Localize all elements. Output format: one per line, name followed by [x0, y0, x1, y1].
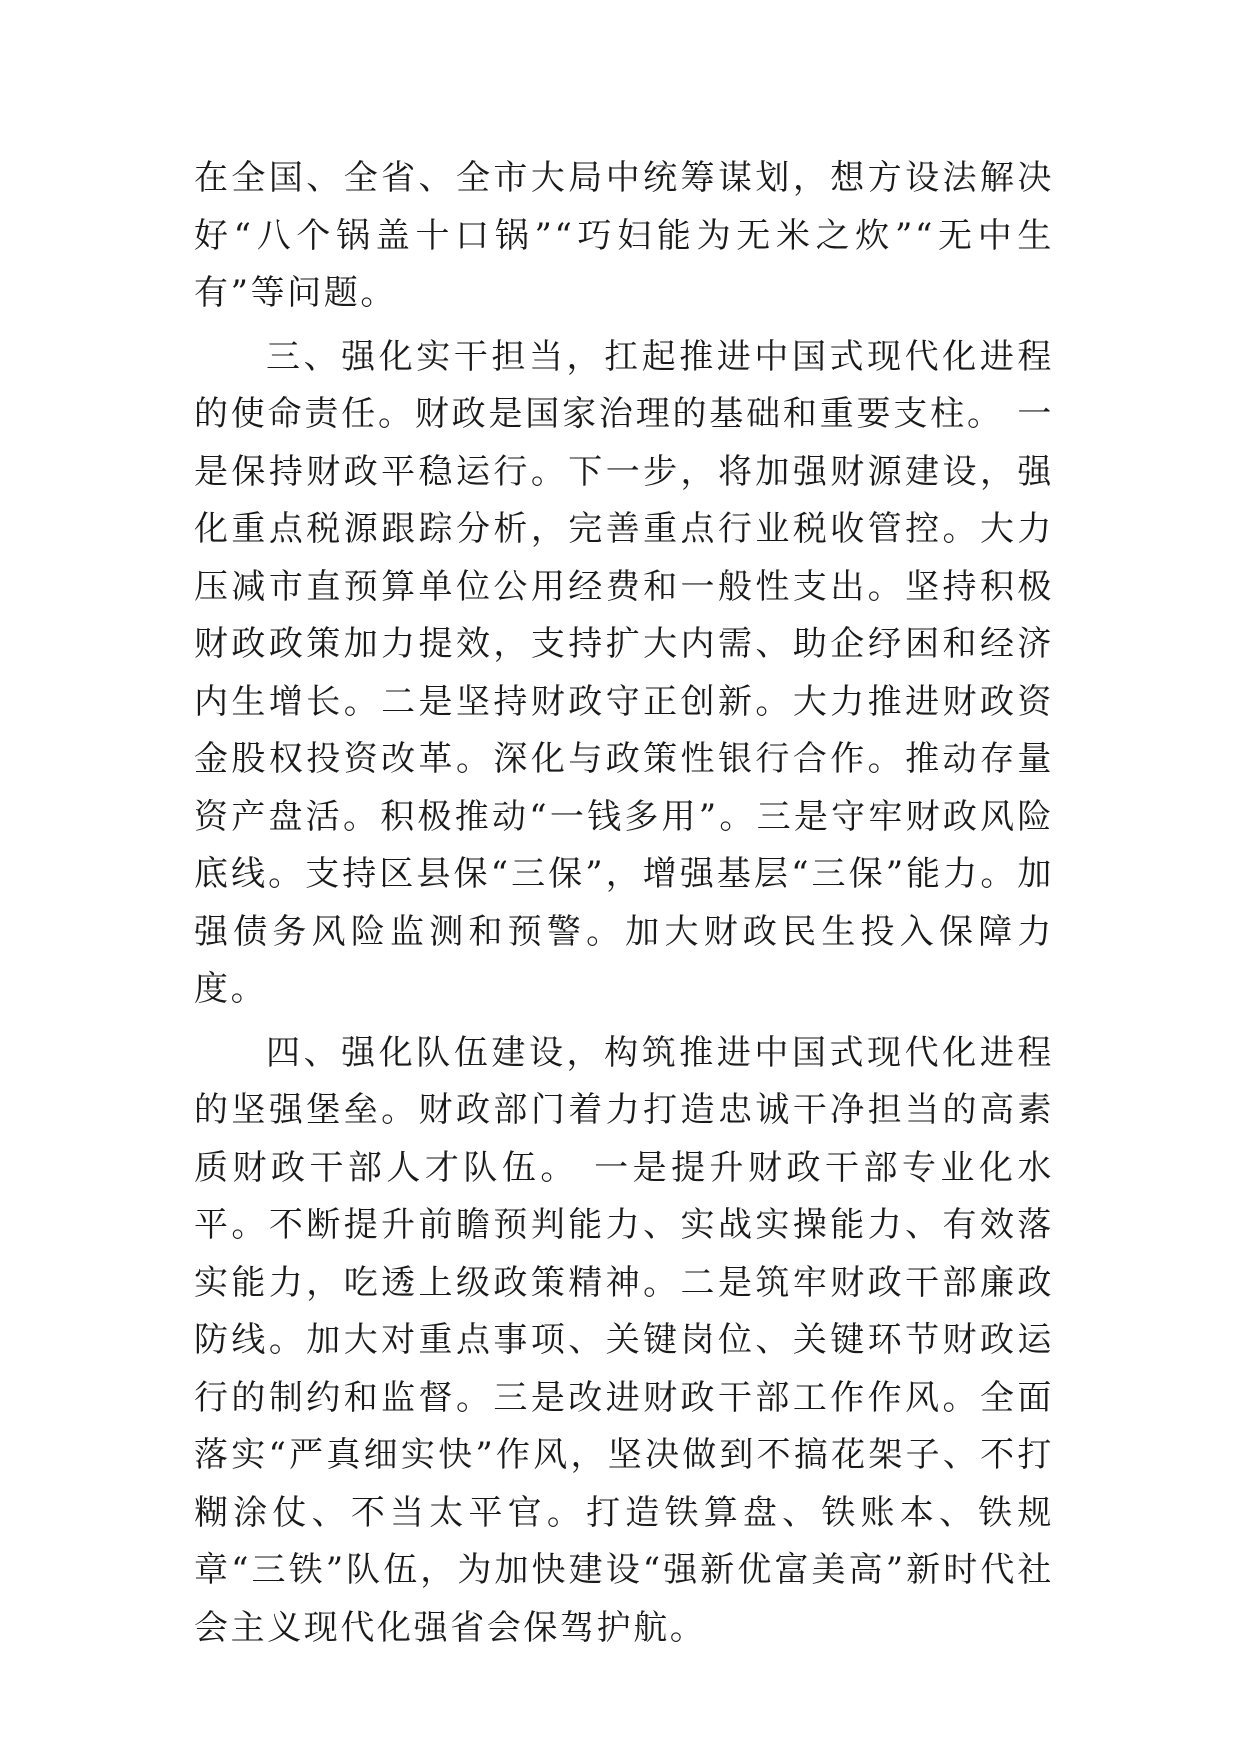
paragraph-continuation: 在全国、全省、全市大局中统筹谋划，想方设法解决好“八个锅盖十口锅”“巧妇能为无米之炊”“无中生有”等问题。 [194, 158, 1054, 313]
paragraph-section-four: 四、强化队伍建设，构筑推进中国式现代化进程的坚强堡垒。财政部门着力打造忠诚干净担当的高素质财政干部人才队伍。 一是提升财政干部专业化水平。不断提升前瞻预判能力、实战实操能力、有效落实能力，吃透上级政策精神。二是筑牢财政干部廉政防线。加大对重点事项、关键岗位、关键环节财政运行的制约和监督。三是改进财政干部工作作风。全面落实“严真细实快”作风，坚决做到不搞花架子、不打糊涂仗、不当太平官。打造铁算盘、铁账本、铁规章“三铁”队伍，为加快建设“强新优富美高”新时代社会主义现代化强省会保驾护航。 [194, 1032, 1054, 1648]
document-body [194, 150, 1054, 1657]
paragraph-section-three: 三、强化实干担当，扛起推进中国式现代化进程的使命责任。财政是国家治理的基础和重要支柱。 一是保持财政平稳运行。下一步，将加强财源建设，强化重点税源跟踪分析，完善重点行业税收管控。大力压减市直预算单位公用经费和一般性支出。坚持积极财政政策加力提效，支持扩大内需、助企纾困和经济内生增长。二是坚持财政守正创新。大力推进财政资金股权投资改革。深化与政策性银行合作。推动存量资产盘活。积极推动“一钱多用”。三是守牢财政风险底线。支持区县保“三保”，增强基层“三保”能力。加强债务风险监测和预警。加大财政民生投入保障力度。 [194, 336, 1054, 1009]
